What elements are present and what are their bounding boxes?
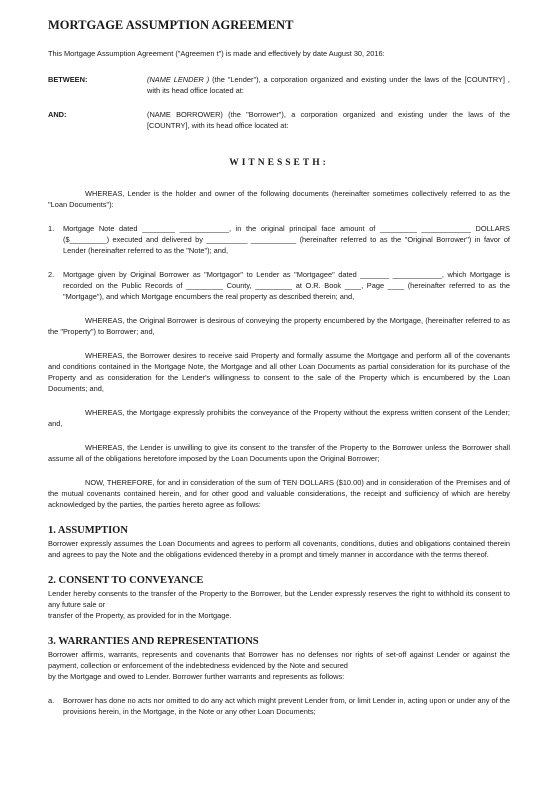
section-heading: 2. CONSENT TO CONVEYANCE bbox=[48, 575, 204, 586]
section-text: Borrower affirms, warrants, represents and covenants that Borrower has no defenses nor rights of set-off against Lender or against the payment, collection or enforcement of the indebtedness evidenced by the Note and secured bbox=[48, 650, 510, 670]
party-between bbox=[48, 74, 510, 96]
intro-paragraph: This Mortgage Assumption Agreement ("Agreemen t") is made and effectively by date August 30, 2016: bbox=[48, 49, 385, 58]
section-text: Borrower expressly assumes the Loan Documents and agrees to perform all covenants, conditions, duties and obligations contained therein and agrees to pay the Note and the obligations evidenced thereby in a prompt and timely manner in accordance with the terms thereof. bbox=[48, 539, 510, 559]
list-item: 1. Mortgage Note dated ________ ____________, in the original principal face amount of _________ ____________ DOLLARS ($_________) executed and delivered by __________ ___________ (hereinafter referred to as the "Original Borrower") in favor of Lender (hereinafter referred to as the "Note"); and, bbox=[48, 224, 510, 255]
party-and bbox=[48, 109, 510, 131]
party-label: BETWEEN: bbox=[48, 75, 88, 84]
whereas-paragraph: WHEREAS, Lender is the holder and owner of the following documents (hereinafter sometimes collectively referred to as the "Loan Documents"): bbox=[48, 189, 510, 209]
now-therefore-paragraph: NOW, THEREFORE, for and in consideration of the sum of TEN DOLLARS ($10.00) and in consideration of the Premises and of the mutual covenants contained herein, and for other good and valuable considerations, the receipt and sufficiency of which are hereby acknowledged by the parties, the parties hereto agree as follows: bbox=[48, 478, 510, 509]
section-text: by the Mortgage and owed to Lender. Borrower further warrants and represents as follows: bbox=[48, 672, 345, 681]
whereas-paragraph: WHEREAS, the Original Borrower is desirous of conveying the property encumbered by the Mortgage, (hereinafter referred to as the "Property") to Borrower; and, bbox=[48, 316, 510, 336]
lender-name: (NAME LENDER ) bbox=[147, 75, 210, 84]
party-text: (NAME LENDER ) (the "Lender"), a corporation organized and existing under the laws of the [COUNTRY] , with its head office located at: bbox=[147, 75, 510, 95]
document-title: MORTGAGE ASSUMPTION AGREEMENT bbox=[48, 18, 294, 32]
whereas-paragraph: WHEREAS, the Lender is unwilling to give its consent to the transfer of the Property to the Borrower unless the Borrower shall assume all of the obligations heretofore imposed by the Loan Documents upon the Original Borrower; bbox=[48, 443, 510, 463]
whereas-paragraph: WHEREAS, the Mortgage expressly prohibits the conveyance of the Property without the express written consent of the Lender; and, bbox=[48, 408, 510, 428]
list-item: 2. Mortgage given by Original Borrower as "Mortgagor" to Lender as "Mortgagee" dated _______ ____________, which Mortgage is recorded on the Public Records of _________ County, _________ at O.R. Book ____, Page ____ (hereinafter referred to as the "Mortgage"), and which Mortgage encumbers the real property as described therein; and, bbox=[48, 270, 510, 301]
section-text: transfer of the Property, as provided for in the Mortgage. bbox=[48, 611, 232, 620]
whereas-paragraph: WHEREAS, the Borrower desires to receive said Property and formally assume the Mortgage and perform all of the covenants and conditions contained in the Mortgage Note, the Mortgage and all other Loan Documents as partial consideration for its purchase of the Property and as consideration for the Lender's willingness to consent to the sale of the Property which is encumbered by the Loan Documents; and, bbox=[48, 351, 510, 393]
document-list bbox=[48, 223, 510, 302]
party-text: (NAME BORROWER) (the "Borrower"), a corporation organized and existing under the laws of the [COUNTRY], with its head office located at: bbox=[147, 110, 510, 130]
section-heading: 1. ASSUMPTION bbox=[48, 525, 128, 536]
section-text: Lender hereby consents to the transfer of the Property to the Borrower, but the Lender expressly reserves the right to withhold its consent to any future sale or bbox=[48, 589, 510, 609]
witness-heading: WITNESSETH: bbox=[229, 158, 329, 168]
section-heading: 3. WARRANTIES AND REPRESENTATIONS bbox=[48, 636, 259, 647]
party-label: AND: bbox=[48, 110, 67, 119]
list-item: a. Borrower has done no acts nor omitted to do any act which might prevent Lender from, or limit Lender in, acting upon or under any of the provisions herein, in the Mortgage, in the Note or any other Loan Documents; bbox=[48, 696, 510, 716]
